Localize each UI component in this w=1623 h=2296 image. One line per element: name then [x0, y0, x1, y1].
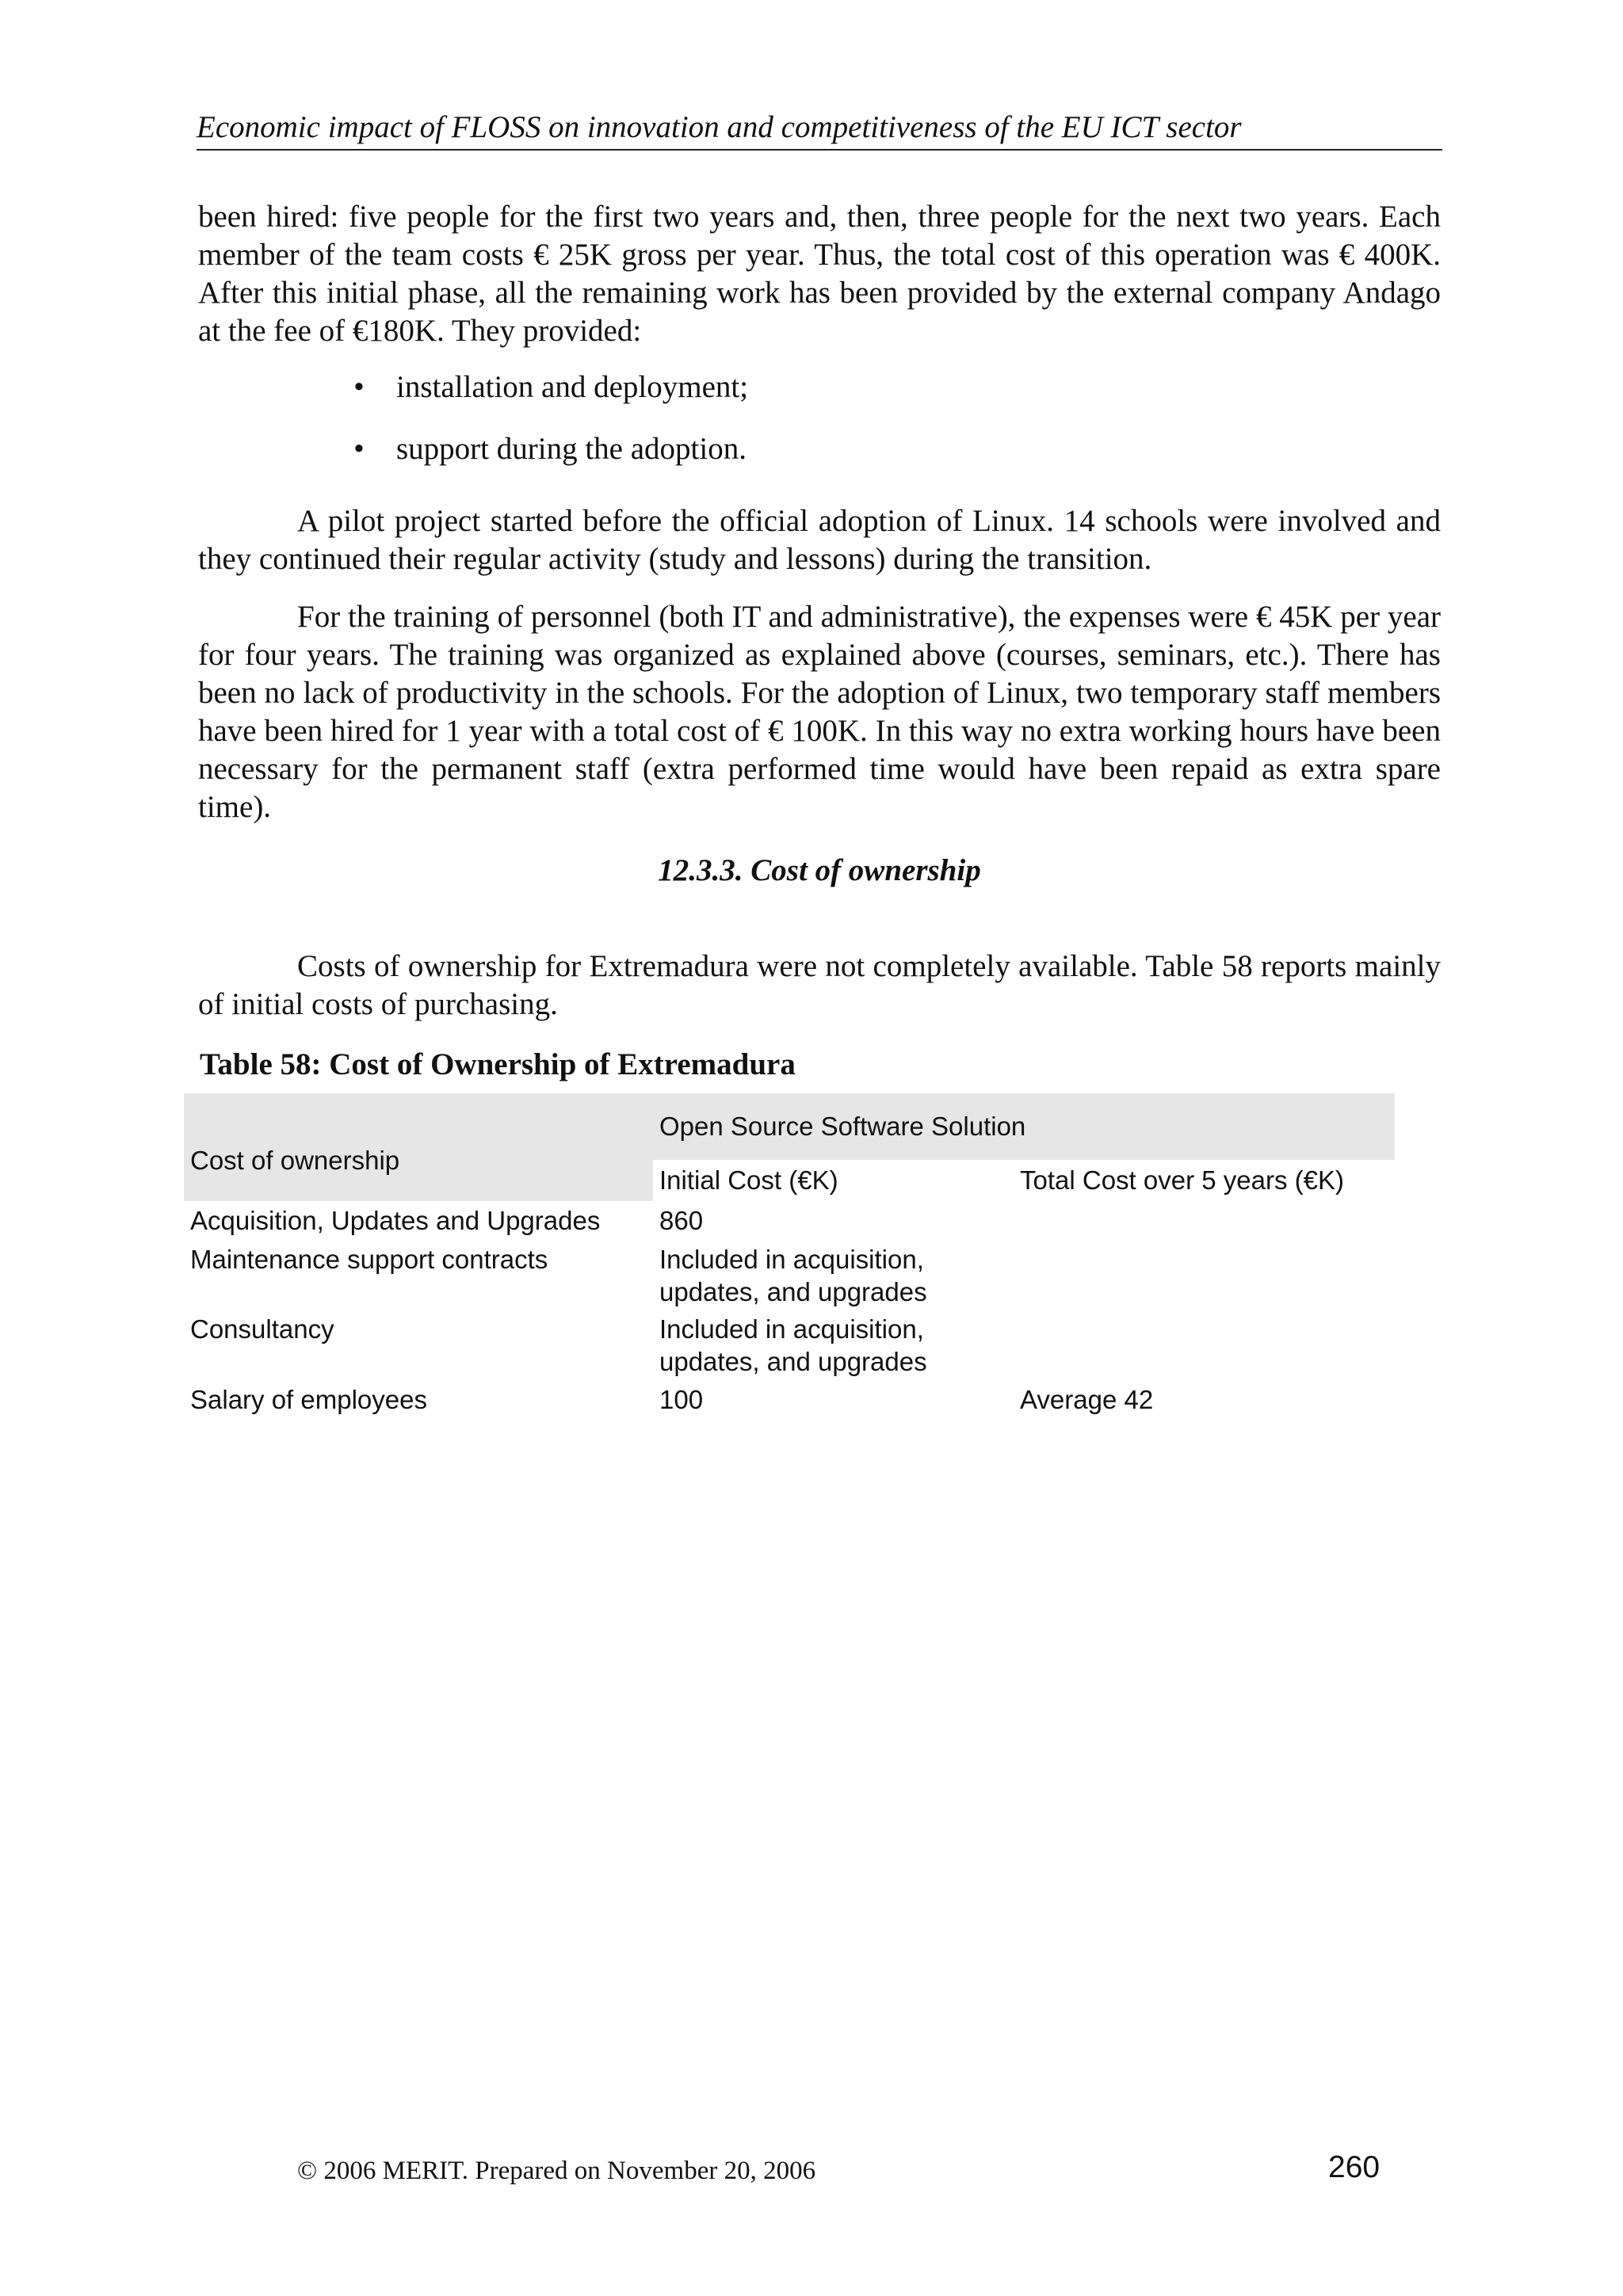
- list-item-text: support during the adoption.: [396, 432, 747, 466]
- table-row-label: Salary of employees: [190, 1385, 427, 1414]
- running-header: Economic impact of FLOSS on innovation and competitiveness of the EU ICT sector: [197, 108, 1442, 151]
- paragraph-training: For the training of personnel (both IT and administrative), the expenses were € 45K per year for four years. The training was organized as explained above (courses, seminars, etc.). There has been no lack of productivity in the schools. For the adoption of Linux, two temporary staff members have been hired for 1 year with a total cost of € 100K. In this way no extra working hours have been necessary for the permanent staff (extra performed time would have been repaid as extra spare time).: [198, 600, 1441, 824]
- page-number: 260: [1328, 2150, 1381, 2184]
- bullet-marker: •: [353, 370, 365, 404]
- table-group-header: Open Source Software Solution: [659, 1112, 1026, 1141]
- list-item-text: installation and deployment;: [396, 370, 749, 404]
- paragraph-team-costs: been hired: five people for the first two years and, then, three people for the next two years. Each member of the team costs € 25K gross per year. Thus, the total cost of this operation was € 400K. After this initial phase, all the remaining work has been provided by the external company Andago at the fee of €180K. They provided:: [198, 200, 1441, 348]
- table-cell-initial: updates, and upgrades: [659, 1277, 927, 1306]
- footer-copyright: © 2006 MERIT. Prepared on November 20, 2006: [297, 2157, 816, 2185]
- table-cell-initial: updates, and upgrades: [659, 1347, 927, 1376]
- paragraph-pilot-project: A pilot project started before the official adoption of Linux. 14 schools were involved and they continued their regular activity (study and lessons) during the transition.: [198, 504, 1441, 576]
- table-cell-initial: Included in acquisition,: [659, 1314, 924, 1344]
- table-column-header-total: Total Cost over 5 years (€K): [1020, 1165, 1344, 1195]
- table-cell-initial: 100: [659, 1385, 704, 1414]
- table-header-label: Cost of ownership: [190, 1146, 400, 1175]
- table-row-label: Consultancy: [190, 1314, 334, 1344]
- section-heading: 12.3.3. Cost of ownership: [658, 853, 981, 887]
- table-cell-initial: Included in acquisition,: [659, 1245, 924, 1274]
- list-item: [198, 368, 1441, 406]
- table-row-label: Acquisition, Updates and Upgrades: [190, 1206, 601, 1235]
- table-column-header-initial: Initial Cost (€K): [659, 1165, 838, 1195]
- table-caption: Table 58: Cost of Ownership of Extremadura: [200, 1047, 796, 1081]
- list-item: [198, 430, 1441, 468]
- table-cell-initial: 860: [659, 1206, 704, 1235]
- bullet-marker: •: [353, 432, 365, 466]
- provided-services-list: [198, 368, 1441, 492]
- paragraph-ownership-intro: Costs of ownership for Extremadura were not completely available. Table 58 reports mainly of initial costs of purchasing.: [198, 949, 1441, 1021]
- table-row-label: Maintenance support contracts: [190, 1245, 548, 1274]
- table-cell-total: Average 42: [1020, 1385, 1154, 1414]
